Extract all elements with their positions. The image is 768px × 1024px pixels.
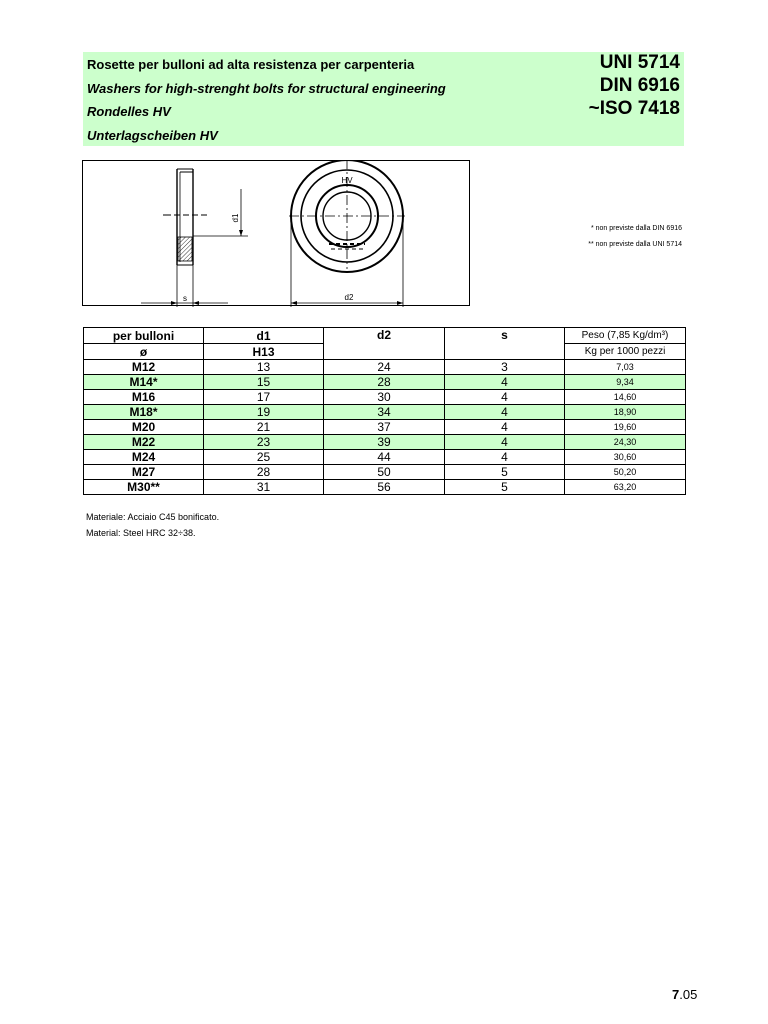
- side-view: [141, 169, 248, 307]
- s-label: s: [183, 294, 187, 303]
- table-body: [84, 360, 686, 495]
- cell-weight: 63,20: [565, 480, 686, 495]
- footnote-din: * non previste dalla DIN 6916: [590, 225, 682, 232]
- cell-weight: 19,60: [565, 420, 686, 435]
- cell-d2: 24: [324, 360, 445, 375]
- washer-drawing: [82, 160, 470, 306]
- title-italian: Rosette per bulloni ad alta resistenza per carpenteria: [87, 57, 415, 72]
- cell-bolt: M30**: [84, 480, 204, 495]
- header-d2: d2: [324, 328, 445, 360]
- cell-s: 4: [445, 375, 565, 390]
- cell-d1: 15: [204, 375, 324, 390]
- cell-s: 3: [445, 360, 565, 375]
- cell-d1: 21: [204, 420, 324, 435]
- title-block: [83, 52, 684, 146]
- header-bolt-symbol: ø: [84, 344, 204, 360]
- cell-s: 5: [445, 465, 565, 480]
- title-german: Unterlagscheiben HV: [87, 128, 218, 143]
- cell-d1: 31: [204, 480, 324, 495]
- cell-bolt: M16: [84, 390, 204, 405]
- cell-weight: 14,60: [565, 390, 686, 405]
- header-weight-unit: Kg per 1000 pezzi: [565, 344, 686, 360]
- cell-bolt: M27: [84, 465, 204, 480]
- cell-s: 4: [445, 450, 565, 465]
- title-french: Rondelles HV: [87, 104, 171, 119]
- cell-d2: 28: [324, 375, 445, 390]
- cell-d2: 56: [324, 480, 445, 495]
- standard-uni: UNI 5714: [599, 52, 680, 73]
- cell-s: 4: [445, 405, 565, 420]
- table-row: [84, 420, 686, 435]
- page-section: 7: [672, 987, 680, 1002]
- table-row: [84, 465, 686, 480]
- cell-d1: 28: [204, 465, 324, 480]
- cell-d2: 44: [324, 450, 445, 465]
- table-row: [84, 390, 686, 405]
- table-row: [84, 360, 686, 375]
- table-row: [84, 375, 686, 390]
- header-d1-tolerance: H13: [204, 344, 324, 360]
- material-english: Material: Steel HRC 32÷38.: [86, 528, 196, 538]
- table-row: [84, 435, 686, 450]
- header-weight: Peso (7,85 Kg/dm³): [565, 328, 686, 344]
- cell-d2: 34: [324, 405, 445, 420]
- cell-s: 4: [445, 390, 565, 405]
- cell-d1: 25: [204, 450, 324, 465]
- cell-d1: 19: [204, 405, 324, 420]
- header-d1: d1: [204, 328, 324, 344]
- cell-weight: 7,03: [565, 360, 686, 375]
- cell-s: 5: [445, 480, 565, 495]
- cell-d1: 17: [204, 390, 324, 405]
- header-bolt: per bulloni: [84, 328, 204, 344]
- page-number: [672, 987, 697, 1002]
- cell-bolt: M24: [84, 450, 204, 465]
- table-header-row-1: [84, 328, 686, 344]
- cell-d2: 30: [324, 390, 445, 405]
- d1-label: d1: [231, 213, 240, 223]
- cell-d2: 50: [324, 465, 445, 480]
- cell-bolt: M18*: [84, 405, 204, 420]
- dimensions-table: [83, 327, 686, 495]
- cell-d1: 23: [204, 435, 324, 450]
- cell-weight: 9,34: [565, 375, 686, 390]
- cell-bolt: M12: [84, 360, 204, 375]
- cell-d2: 39: [324, 435, 445, 450]
- hv-mark-label: HV: [341, 176, 353, 185]
- cell-d2: 37: [324, 420, 445, 435]
- cell-s: 4: [445, 435, 565, 450]
- washer-drawing-svg: [83, 161, 471, 307]
- material-italian: Materiale: Acciaio C45 bonificato.: [86, 512, 220, 522]
- table-row: [84, 480, 686, 495]
- cell-weight: 18,90: [565, 405, 686, 420]
- cell-weight: 24,30: [565, 435, 686, 450]
- standard-iso: ~ISO 7418: [588, 98, 680, 119]
- standard-din: DIN 6916: [599, 75, 680, 96]
- cell-d1: 13: [204, 360, 324, 375]
- footnote-uni: ** non previste dalla UNI 5714: [588, 241, 682, 248]
- title-english: Washers for high-strenght bolts for structural engineering: [87, 81, 446, 96]
- cell-bolt: M22: [84, 435, 204, 450]
- header-s: s: [445, 328, 565, 360]
- d2-label: d2: [344, 293, 354, 302]
- table-row: [84, 405, 686, 420]
- table-row: [84, 450, 686, 465]
- cell-weight: 50,20: [565, 465, 686, 480]
- cell-s: 4: [445, 420, 565, 435]
- cell-bolt: M20: [84, 420, 204, 435]
- page-subnumber: .05: [679, 987, 698, 1002]
- cell-weight: 30,60: [565, 450, 686, 465]
- cell-bolt: M14*: [84, 375, 204, 390]
